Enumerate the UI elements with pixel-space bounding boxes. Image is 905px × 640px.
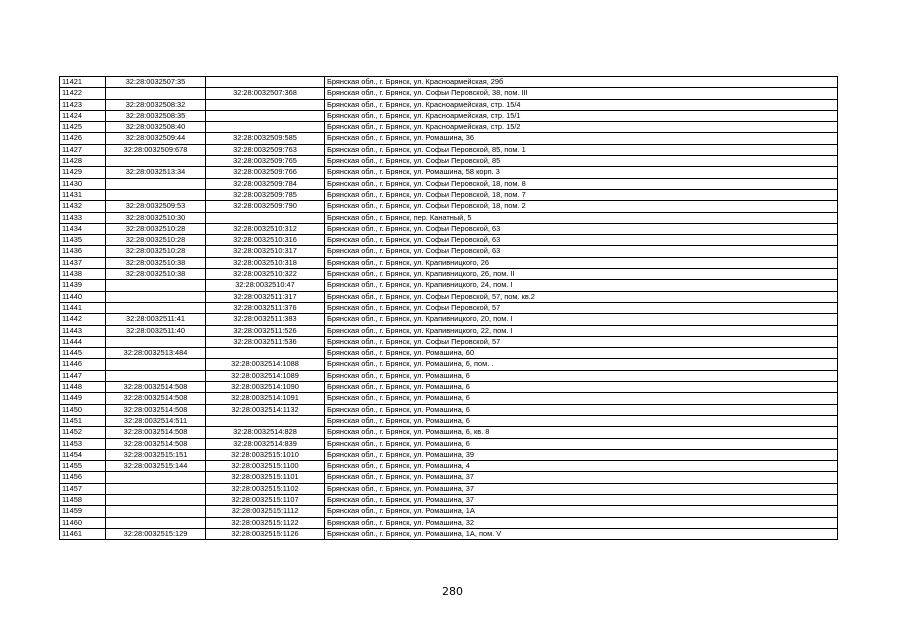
address-cell: Брянская обл., г. Брянск, ул. Ромашина, 36: [325, 133, 838, 144]
address-cell: Брянская обл., г. Брянск, ул. Ромашина, 6: [325, 415, 838, 426]
address-cell: Брянская обл., г. Брянск, ул. Крапивницкого, 26, пом. II: [325, 269, 838, 280]
address-cell: Брянская обл., г. Брянск, ул. Крапивницкого, 26: [325, 257, 838, 268]
cadastral-number-cell: 32:28:0032515:151: [106, 449, 206, 460]
table-row: [60, 528, 838, 539]
object-cadastral-number-cell: 32:28:0032509:766: [206, 167, 325, 178]
table-row: [60, 99, 838, 110]
cadastral-number-cell: [106, 178, 206, 189]
cadastral-number-cell: [106, 370, 206, 381]
object-cadastral-number-cell: 32:28:0032514:1091: [206, 393, 325, 404]
address-cell: Брянская обл., г. Брянск, ул. Ромашина, 6: [325, 438, 838, 449]
address-cell: Брянская обл., г. Брянск, ул. Ромашина, 6: [325, 404, 838, 415]
cadastral-number-cell: 32:28:0032511:40: [106, 325, 206, 336]
row-number-cell: 11428: [60, 156, 106, 167]
row-number-cell: 11438: [60, 269, 106, 280]
address-cell: Брянская обл., г. Брянск, ул. Софьи Перовской, 57, пом. кв.2: [325, 291, 838, 302]
row-number-cell: 11448: [60, 382, 106, 393]
table-row: [60, 472, 838, 483]
table-row: [60, 325, 838, 336]
address-cell: Брянская обл., г. Брянск, ул. Ромашина, 32: [325, 517, 838, 528]
table-row: [60, 235, 838, 246]
cadastral-number-cell: 32:28:0032514:508: [106, 404, 206, 415]
row-number-cell: 11431: [60, 189, 106, 200]
row-number-cell: 11429: [60, 167, 106, 178]
table-row: [60, 133, 838, 144]
row-number-cell: 11426: [60, 133, 106, 144]
address-cell: Брянская обл., г. Брянск, ул. Красноармейская, стр. 15/1: [325, 110, 838, 121]
address-cell: Брянская обл., г. Брянск, ул. Красноармейская, стр. 15/2: [325, 122, 838, 133]
address-cell: Брянская обл., г. Брянск, ул. Софьи Перовской, 85, пом. 1: [325, 144, 838, 155]
row-number-cell: 11433: [60, 212, 106, 223]
address-cell: Брянская обл., г. Брянск, ул. Софьи Перовской, 57: [325, 302, 838, 313]
cadastral-number-cell: [106, 280, 206, 291]
row-number-cell: 11437: [60, 257, 106, 268]
object-cadastral-number-cell: 32:28:0032510:312: [206, 223, 325, 234]
object-cadastral-number-cell: 32:28:0032509:763: [206, 144, 325, 155]
row-number-cell: 11430: [60, 178, 106, 189]
table-row: [60, 370, 838, 381]
object-cadastral-number-cell: 32:28:0032509:790: [206, 201, 325, 212]
row-number-cell: 11440: [60, 291, 106, 302]
table-row: [60, 144, 838, 155]
cadastral-number-cell: [106, 517, 206, 528]
cadastral-number-cell: 32:28:0032510:38: [106, 269, 206, 280]
object-cadastral-number-cell: 32:28:0032509:765: [206, 156, 325, 167]
object-cadastral-number-cell: 32:28:0032514:839: [206, 438, 325, 449]
table-row: [60, 189, 838, 200]
cadastral-number-cell: 32:28:0032510:28: [106, 235, 206, 246]
object-cadastral-number-cell: 32:28:0032511:376: [206, 302, 325, 313]
cadastral-number-cell: 32:28:0032509:44: [106, 133, 206, 144]
table-row: [60, 415, 838, 426]
table-row: [60, 178, 838, 189]
row-number-cell: 11423: [60, 99, 106, 110]
cadastral-number-cell: [106, 291, 206, 302]
address-cell: Брянская обл., г. Брянск, ул. Крапивницкого, 20, пом. I: [325, 314, 838, 325]
row-number-cell: 11461: [60, 528, 106, 539]
address-cell: Брянская обл., г. Брянск, ул. Ромашина, 37: [325, 472, 838, 483]
table-row: [60, 461, 838, 472]
table-row: [60, 314, 838, 325]
object-cadastral-number-cell: 32:28:0032511:536: [206, 336, 325, 347]
object-cadastral-number-cell: 32:28:0032514:828: [206, 427, 325, 438]
row-number-cell: 11443: [60, 325, 106, 336]
cadastral-number-cell: 32:28:0032515:144: [106, 461, 206, 472]
address-cell: Брянская обл., г. Брянск, ул. Ромашина, 37: [325, 494, 838, 505]
table-row: [60, 404, 838, 415]
row-number-cell: 11445: [60, 348, 106, 359]
table-row: [60, 449, 838, 460]
object-cadastral-number-cell: 32:28:0032510:316: [206, 235, 325, 246]
address-cell: Брянская обл., г. Брянск, ул. Софьи Перовской, 18, пом. 8: [325, 178, 838, 189]
row-number-cell: 11458: [60, 494, 106, 505]
address-cell: Брянская обл., г. Брянск, ул. Софьи Перовской, 57: [325, 336, 838, 347]
cadastral-number-cell: 32:28:0032510:30: [106, 212, 206, 223]
address-cell: Брянская обл., г. Брянск, ул. Софьи Перовской, 63: [325, 246, 838, 257]
object-cadastral-number-cell: 32:28:0032515:1126: [206, 528, 325, 539]
table-row: [60, 212, 838, 223]
table-row: [60, 393, 838, 404]
address-cell: Брянская обл., г. Брянск, ул. Ромашина, 37: [325, 483, 838, 494]
table-row: [60, 427, 838, 438]
object-cadastral-number-cell: 32:28:0032515:1107: [206, 494, 325, 505]
row-number-cell: 11453: [60, 438, 106, 449]
table-row: [60, 291, 838, 302]
cadastral-number-cell: 32:28:0032509:53: [106, 201, 206, 212]
object-cadastral-number-cell: 32:28:0032515:1122: [206, 517, 325, 528]
row-number-cell: 11421: [60, 77, 106, 88]
object-cadastral-number-cell: 32:28:0032507:368: [206, 88, 325, 99]
table-row: [60, 483, 838, 494]
object-cadastral-number-cell: 32:28:0032510:318: [206, 257, 325, 268]
cadastral-number-cell: [106, 189, 206, 200]
row-number-cell: 11455: [60, 461, 106, 472]
row-number-cell: 11447: [60, 370, 106, 381]
address-cell: Брянская обл., г. Брянск, ул. Софьи Перовской, 63: [325, 223, 838, 234]
row-number-cell: 11435: [60, 235, 106, 246]
cadastral-number-cell: [106, 472, 206, 483]
row-number-cell: 11444: [60, 336, 106, 347]
table-row: [60, 167, 838, 178]
object-cadastral-number-cell: [206, 99, 325, 110]
object-cadastral-number-cell: [206, 110, 325, 121]
object-cadastral-number-cell: 32:28:0032515:1100: [206, 461, 325, 472]
table-row: [60, 438, 838, 449]
address-cell: Брянская обл., г. Брянск, ул. Софьи Перовской, 18, пом. 2: [325, 201, 838, 212]
address-cell: Брянская обл., г. Брянск, ул. Ромашина, 6: [325, 370, 838, 381]
address-cell: Брянская обл., г. Брянск, ул. Ромашина, 60: [325, 348, 838, 359]
table-row: [60, 336, 838, 347]
cadastral-number-cell: 32:28:0032508:35: [106, 110, 206, 121]
object-cadastral-number-cell: 32:28:0032514:1089: [206, 370, 325, 381]
object-cadastral-number-cell: [206, 77, 325, 88]
row-number-cell: 11450: [60, 404, 106, 415]
cadastral-number-cell: 32:28:0032514:508: [106, 438, 206, 449]
cadastral-number-cell: [106, 494, 206, 505]
row-number-cell: 11441: [60, 302, 106, 313]
cadastral-number-cell: 32:28:0032514:508: [106, 427, 206, 438]
row-number-cell: 11451: [60, 415, 106, 426]
object-cadastral-number-cell: 32:28:0032515:1112: [206, 506, 325, 517]
object-cadastral-number-cell: 32:28:0032514:1090: [206, 382, 325, 393]
cadastral-number-cell: 32:28:0032513:484: [106, 348, 206, 359]
cadastral-number-cell: [106, 156, 206, 167]
table-row: [60, 77, 838, 88]
object-cadastral-number-cell: [206, 415, 325, 426]
object-cadastral-number-cell: 32:28:0032510:47: [206, 280, 325, 291]
cadastral-number-cell: [106, 359, 206, 370]
table-row: [60, 280, 838, 291]
address-cell: Брянская обл., г. Брянск, ул. Ромашина, 6, кв. 8: [325, 427, 838, 438]
row-number-cell: 11434: [60, 223, 106, 234]
address-cell: Брянская обл., г. Брянск, ул. Ромашина, 6, пом. .: [325, 359, 838, 370]
row-number-cell: 11422: [60, 88, 106, 99]
cadastral-number-cell: 32:28:0032514:508: [106, 393, 206, 404]
object-cadastral-number-cell: 32:28:0032514:1088: [206, 359, 325, 370]
object-cadastral-number-cell: [206, 212, 325, 223]
address-cell: Брянская обл., г. Брянск, пер. Канатный, 5: [325, 212, 838, 223]
cadastral-number-cell: 32:28:0032511:41: [106, 314, 206, 325]
object-cadastral-number-cell: 32:28:0032509:785: [206, 189, 325, 200]
object-cadastral-number-cell: 32:28:0032515:1010: [206, 449, 325, 460]
cadastral-number-cell: 32:28:0032513:34: [106, 167, 206, 178]
registry-table-body: [60, 77, 838, 540]
row-number-cell: 11427: [60, 144, 106, 155]
object-cadastral-number-cell: 32:28:0032511:383: [206, 314, 325, 325]
page-number: 280: [442, 585, 463, 598]
row-number-cell: 11436: [60, 246, 106, 257]
row-number-cell: 11432: [60, 201, 106, 212]
cadastral-number-cell: [106, 302, 206, 313]
cadastral-number-cell: 32:28:0032510:28: [106, 223, 206, 234]
table-row: [60, 246, 838, 257]
object-cadastral-number-cell: 32:28:0032510:317: [206, 246, 325, 257]
table-row: [60, 122, 838, 133]
row-number-cell: 11446: [60, 359, 106, 370]
cadastral-number-cell: [106, 506, 206, 517]
cadastral-number-cell: 32:28:0032510:28: [106, 246, 206, 257]
address-cell: Брянская обл., г. Брянск, ул. Софьи Перовской, 38, пом. III: [325, 88, 838, 99]
table-row: [60, 506, 838, 517]
address-cell: Брянская обл., г. Брянск, ул. Ромашина, 4: [325, 461, 838, 472]
table-row: [60, 494, 838, 505]
row-number-cell: 11460: [60, 517, 106, 528]
address-cell: Брянская обл., г. Брянск, ул. Крапивницкого, 24, пом. I: [325, 280, 838, 291]
cadastral-number-cell: 32:28:0032507:35: [106, 77, 206, 88]
row-number-cell: 11424: [60, 110, 106, 121]
table-row: [60, 302, 838, 313]
row-number-cell: 11442: [60, 314, 106, 325]
cadastral-number-cell: 32:28:0032515:129: [106, 528, 206, 539]
address-cell: Брянская обл., г. Брянск, ул. Ромашина, 58 корп. 3: [325, 167, 838, 178]
address-cell: Брянская обл., г. Брянск, ул. Красноармейская, стр. 15/4: [325, 99, 838, 110]
row-number-cell: 11425: [60, 122, 106, 133]
object-cadastral-number-cell: 32:28:0032509:585: [206, 133, 325, 144]
cadastral-number-cell: [106, 88, 206, 99]
address-cell: Брянская обл., г. Брянск, ул. Ромашина, 1А: [325, 506, 838, 517]
table-row: [60, 156, 838, 167]
table-row: [60, 269, 838, 280]
table-row: [60, 201, 838, 212]
row-number-cell: 11449: [60, 393, 106, 404]
row-number-cell: 11454: [60, 449, 106, 460]
address-cell: Брянская обл., г. Брянск, ул. Ромашина, 6: [325, 393, 838, 404]
row-number-cell: 11456: [60, 472, 106, 483]
registry-table: [59, 76, 838, 540]
object-cadastral-number-cell: 32:28:0032515:1101: [206, 472, 325, 483]
table-row: [60, 517, 838, 528]
object-cadastral-number-cell: 32:28:0032510:322: [206, 269, 325, 280]
address-cell: Брянская обл., г. Брянск, ул. Софьи Перовской, 18, пом. 7: [325, 189, 838, 200]
address-cell: Брянская обл., г. Брянск, ул. Софьи Перовской, 63: [325, 235, 838, 246]
table-row: [60, 382, 838, 393]
address-cell: Брянская обл., г. Брянск, ул. Красноармейская, 29б: [325, 77, 838, 88]
row-number-cell: 11452: [60, 427, 106, 438]
row-number-cell: 11459: [60, 506, 106, 517]
object-cadastral-number-cell: [206, 122, 325, 133]
table-row: [60, 348, 838, 359]
table-row: [60, 110, 838, 121]
table-row: [60, 223, 838, 234]
cadastral-number-cell: [106, 336, 206, 347]
cadastral-number-cell: [106, 483, 206, 494]
cadastral-number-cell: 32:28:0032514:511: [106, 415, 206, 426]
table-row: [60, 257, 838, 268]
cadastral-number-cell: 32:28:0032509:678: [106, 144, 206, 155]
object-cadastral-number-cell: [206, 348, 325, 359]
row-number-cell: 11439: [60, 280, 106, 291]
object-cadastral-number-cell: 32:28:0032511:526: [206, 325, 325, 336]
cadastral-number-cell: 32:28:0032510:38: [106, 257, 206, 268]
address-cell: Брянская обл., г. Брянск, ул. Ромашина, 1А, пом. V: [325, 528, 838, 539]
address-cell: Брянская обл., г. Брянск, ул. Крапивницкого, 22, пом. I: [325, 325, 838, 336]
cadastral-number-cell: 32:28:0032508:40: [106, 122, 206, 133]
object-cadastral-number-cell: 32:28:0032514:1132: [206, 404, 325, 415]
row-number-cell: 11457: [60, 483, 106, 494]
address-cell: Брянская обл., г. Брянск, ул. Ромашина, 39: [325, 449, 838, 460]
object-cadastral-number-cell: 32:28:0032509:784: [206, 178, 325, 189]
object-cadastral-number-cell: 32:28:0032515:1102: [206, 483, 325, 494]
cadastral-number-cell: 32:28:0032508:32: [106, 99, 206, 110]
table-row: [60, 359, 838, 370]
address-cell: Брянская обл., г. Брянск, ул. Ромашина, 6: [325, 382, 838, 393]
table-row: [60, 88, 838, 99]
object-cadastral-number-cell: 32:28:0032511:317: [206, 291, 325, 302]
address-cell: Брянская обл., г. Брянск, ул. Софьи Перовской, 85: [325, 156, 838, 167]
cadastral-number-cell: 32:28:0032514:508: [106, 382, 206, 393]
